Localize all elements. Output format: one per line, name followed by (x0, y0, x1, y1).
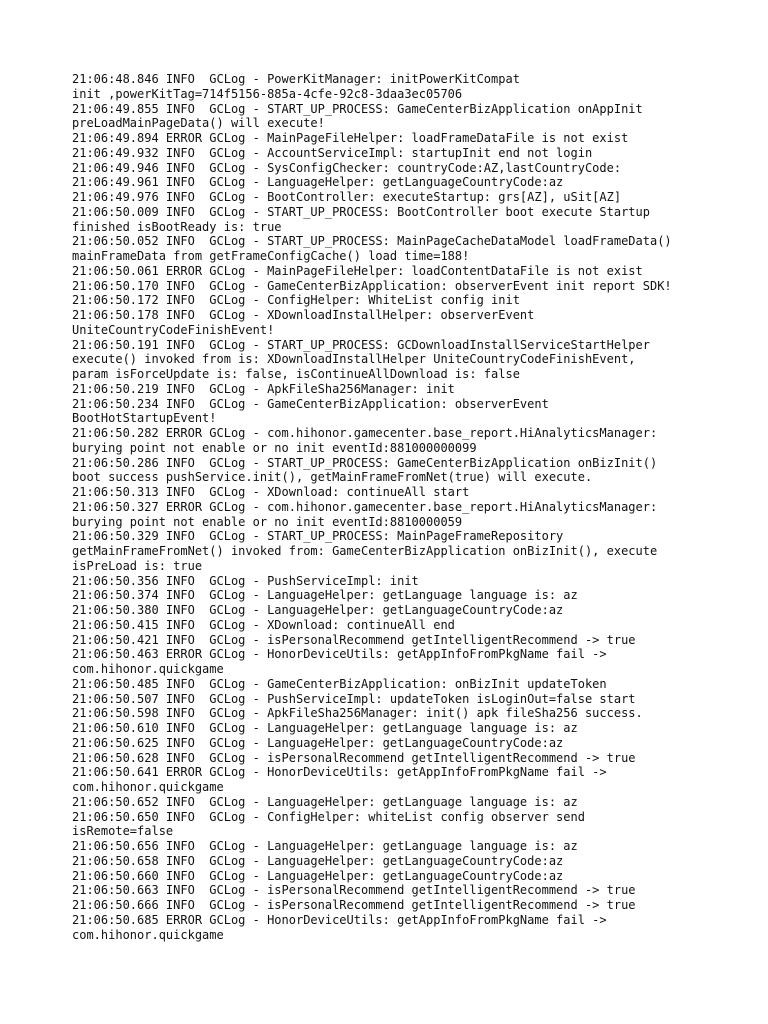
log-line: finished isBootReady is: true (72, 219, 282, 234)
log-line: 21:06:49.932 INFO GCLog - AccountServiceImpl: startupInit end not login (72, 145, 593, 160)
log-line: burying point not enable or no init eventId:8810000059 (72, 514, 463, 529)
log-line: preLoadMainPageData() will execute! (72, 116, 325, 131)
log-line: 21:06:50.463 ERROR GCLog - HonorDeviceUtils: getAppInfoFromPkgName fail -> (72, 647, 607, 662)
log-line: 21:06:50.191 INFO GCLog - START_UP_PROCESS: GCDownloadInstallServiceStartHelper (72, 337, 650, 352)
log-line: 21:06:50.652 INFO GCLog - LanguageHelper: getLanguage language is: az (72, 794, 578, 809)
log-line: 21:06:50.628 INFO GCLog - isPersonalRecommend getIntelligentRecommend -> true (72, 750, 636, 765)
log-line: 21:06:50.663 INFO GCLog - isPersonalRecommend getIntelligentRecommend -> true (72, 883, 636, 898)
log-line: 21:06:50.313 INFO GCLog - XDownload: continueAll start (72, 485, 470, 499)
log-line: BootHotStartupEvent! (72, 411, 217, 426)
log-line: 21:06:50.660 INFO GCLog - LanguageHelper: getLanguageCountryCode:az (72, 868, 564, 883)
log-line: 21:06:50.234 INFO GCLog - GameCenterBizApplication: observerEvent (72, 396, 549, 411)
log-line: 21:06:50.374 INFO GCLog - LanguageHelper: getLanguage language is: az (72, 588, 578, 603)
log-line: 21:06:50.641 ERROR GCLog - HonorDeviceUtils: getAppInfoFromPkgName fail -> (72, 765, 607, 780)
log-line: 21:06:50.061 ERROR GCLog - MainPageFileHelper: loadContentDataFile is not exist (72, 263, 643, 278)
log-line: 21:06:50.052 INFO GCLog - START_UP_PROCESS: MainPageCacheDataModel loadFrameData() (72, 234, 672, 249)
log-line: 21:06:50.650 INFO GCLog - ConfigHelper: whiteList config observer send (72, 809, 585, 824)
log-line: getMainFrameFromNet() invoked from: GameCenterBizApplication onBizInit(), execute (72, 544, 658, 558)
log-line: 21:06:50.598 INFO GCLog - ApkFileSha256Manager: init() apk fileSha256 success. (72, 706, 643, 721)
log-line: 21:06:50.282 ERROR GCLog - com.hihonor.gamecenter.base_report.HiAnalyticsManager: (72, 426, 658, 440)
log-line: 21:06:49.855 INFO GCLog - START_UP_PROCESS: GameCenterBizApplication onAppInit (72, 101, 643, 116)
log-line: isPreLoad is: true (72, 558, 203, 573)
log-line: 21:06:50.327 ERROR GCLog - com.hihonor.gamecenter.base_report.HiAnalyticsManager: (72, 499, 658, 514)
log-line: 21:06:50.380 INFO GCLog - LanguageHelper: getLanguageCountryCode:az (72, 603, 564, 617)
log-line: 21:06:50.178 INFO GCLog - XDownloadInstallHelper: observerEvent (72, 308, 535, 322)
log-line: 21:06:50.610 INFO GCLog - LanguageHelper: getLanguage language is: az (72, 721, 578, 735)
log-line: 21:06:50.286 INFO GCLog - START_UP_PROCESS: GameCenterBizApplication onBizInit() (72, 455, 658, 470)
log-line: 21:06:50.658 INFO GCLog - LanguageHelper: getLanguageCountryCode:az (72, 853, 564, 868)
log-line: burying point not enable or no init eventId:881000000099 (72, 440, 477, 455)
log-line: UniteCountryCodeFinishEvent! (72, 322, 275, 337)
log-line: 21:06:48.846 INFO GCLog - PowerKitManager: initPowerKitCompat (72, 72, 520, 86)
log-line: 21:06:50.656 INFO GCLog - LanguageHelper: getLanguage language is: az (72, 839, 578, 853)
log-line: 21:06:50.356 INFO GCLog - PushServiceImpl: init (72, 573, 419, 588)
log-text-block (72, 72, 712, 942)
log-line: boot success pushService.init(), getMainFrameFromNet(true) will execute. (72, 470, 593, 485)
log-line: 21:06:50.666 INFO GCLog - isPersonalRecommend getIntelligentRecommend -> true (72, 898, 636, 912)
log-line: 21:06:50.507 INFO GCLog - PushServiceImpl: updateToken isLoginOut=false start (72, 691, 636, 706)
log-line: com.hihonor.quickgame (72, 662, 224, 676)
log-line: param isForceUpdate is: false, isContinueAllDownload is: false (72, 367, 520, 381)
log-line: 21:06:49.946 INFO GCLog - SysConfigChecker: countryCode:AZ,lastCountryCode: (72, 160, 622, 175)
log-line: 21:06:49.976 INFO GCLog - BootController: executeStartup: grs[AZ], uSit[AZ] (72, 190, 622, 204)
log-line: 21:06:50.329 INFO GCLog - START_UP_PROCESS: MainPageFrameRepository (72, 529, 564, 544)
log-line: init ,powerKitTag=714f5156-885a-4cfe-92c8-3daa3ec05706 (72, 86, 463, 101)
log-line: 21:06:50.170 INFO GCLog - GameCenterBizApplication: observerEvent init report SDK! (72, 278, 672, 293)
log-line: 21:06:50.421 INFO GCLog - isPersonalRecommend getIntelligentRecommend -> true (72, 632, 636, 647)
log-line: 21:06:49.894 ERROR GCLog - MainPageFileHelper: loadFrameDataFile is not exist (72, 131, 629, 145)
log-line: 21:06:49.961 INFO GCLog - LanguageHelper: getLanguageCountryCode:az (72, 175, 564, 190)
log-line: 21:06:50.219 INFO GCLog - ApkFileSha256Manager: init (72, 381, 455, 396)
log-line: isRemote=false (72, 824, 174, 839)
log-line: 21:06:50.485 INFO GCLog - GameCenterBizApplication: onBizInit updateToken (72, 676, 607, 691)
log-line: 21:06:50.685 ERROR GCLog - HonorDeviceUtils: getAppInfoFromPkgName fail -> (72, 912, 607, 927)
log-line: mainFrameData from getFrameConfigCache() load time=188! (72, 249, 470, 263)
log-line: 21:06:50.415 INFO GCLog - XDownload: continueAll end (72, 617, 455, 632)
log-line: com.hihonor.quickgame (72, 780, 224, 794)
log-line: 21:06:50.172 INFO GCLog - ConfigHelper: WhiteList config init (72, 293, 520, 308)
log-line: execute() invoked from is: XDownloadInstallHelper UniteCountryCodeFinishEvent, (72, 352, 636, 367)
log-line: 21:06:50.625 INFO GCLog - LanguageHelper: getLanguageCountryCode:az (72, 735, 564, 750)
log-line: 21:06:50.009 INFO GCLog - START_UP_PROCESS: BootController boot execute Startup (72, 204, 650, 219)
log-line: com.hihonor.quickgame (72, 927, 224, 942)
log-page (72, 72, 712, 942)
